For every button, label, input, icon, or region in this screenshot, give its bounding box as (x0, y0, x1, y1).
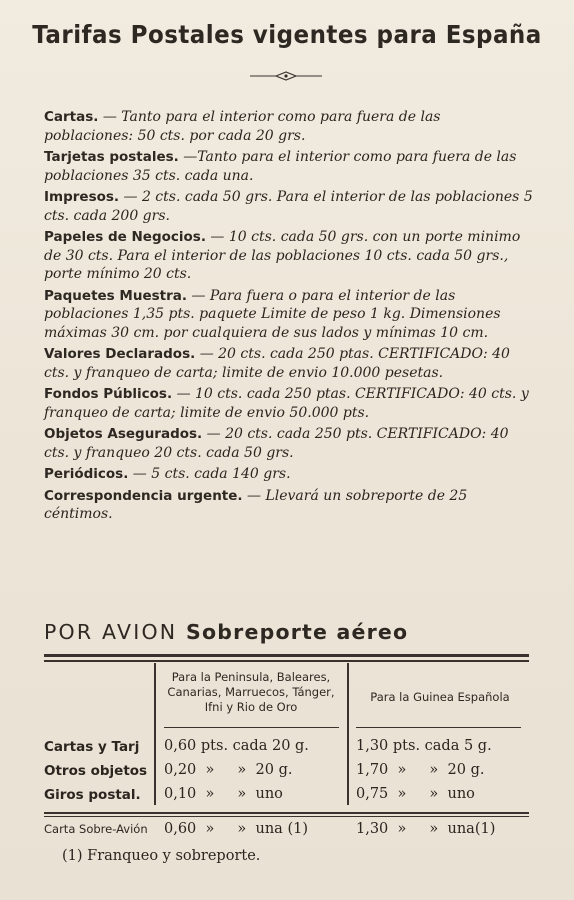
table-top-rule-thin (44, 660, 529, 662)
rate-entry-head: Objetos Asegurados. (44, 426, 203, 442)
rate-entry-body: — 20 cts. cada 250 pts. CERTIFICADO: 40 cts. y franqueo 20 cts. cada 50 grs. (44, 426, 509, 461)
rate-cell-peninsula: 0,10 » » uno (164, 786, 283, 802)
rate-entry-objetos (44, 425, 534, 462)
row-label-otros: Otros objetos (44, 763, 148, 779)
column-header-guinea: Para la Guinea Española (370, 690, 510, 704)
rate-cell-guinea: 1,30 » » una(1) (356, 821, 496, 837)
header-underline (356, 727, 521, 728)
rate-entry-body: — Tanto para el interior como para fuera de las poblaciones: 50 cts. por cada 20 grs. (44, 109, 441, 144)
rate-entry-urgente (44, 487, 534, 524)
rate-entry-body: — 10 cts. cada 250 ptas. CERTIFICADO: 40 cts. y franqueo de carta; limite de envio 50.000 pts. (44, 386, 529, 421)
column-header-line: Ifni y Rio de Oro (204, 700, 298, 714)
column-header-line: Canarias, Marruecos, Tánger, (167, 685, 335, 699)
rate-entry-body: — 5 cts. cada 140 grs. (132, 466, 291, 482)
column-divider (154, 663, 156, 805)
rate-entry-fondos (44, 385, 534, 422)
rate-entry-body: —Tanto para el interior como para fuera de las poblaciones 35 cts. cada una. (44, 149, 517, 184)
rate-entry-head: Fondos Públicos. (44, 386, 173, 402)
rate-entry-head: Paquetes Muestra. (44, 287, 188, 304)
air-mail-title: POR AVION (44, 620, 178, 644)
header-underline (164, 727, 339, 728)
rate-entry-body: — 20 cts. cada 250 ptas. CERTIFICADO: 40 cts. y franqueo de carta; limite de envio 10.000 pesetas. (44, 346, 510, 381)
rate-cell-guinea: 0,75 » » uno (356, 786, 475, 802)
row-label-cartas: Cartas y Tarj (44, 739, 140, 755)
rate-entry-papeles (44, 228, 534, 284)
rate-entry-periodicos (44, 465, 534, 484)
domestic-rates-list (44, 108, 534, 527)
rate-entry-paquetes (44, 287, 534, 343)
column-header-line: Para la Peninsula, Baleares, (171, 670, 331, 684)
row-label-carta-sobre-avion: Carta Sobre-Avión (44, 822, 148, 836)
rate-entry-body: — 2 cts. cada 50 grs. Para el interior de las poblaciones 5 cts. cada 200 grs. (44, 189, 533, 224)
rate-entry-tarjetas (44, 148, 534, 185)
page-title: Tarifas Postales vigentes para España (32, 20, 542, 49)
rate-entry-head: Impresos. (44, 189, 120, 205)
rate-entry-head: Correspondencia urgente. (44, 487, 243, 504)
table-bottom-rule-thin (44, 816, 529, 817)
rate-cell-guinea: 1,30 pts. cada 5 g. (356, 738, 492, 754)
rate-entry-head: Tarjetas postales. (44, 149, 179, 165)
rate-entry-head: Papeles de Negocios. (44, 229, 206, 245)
rate-entry-cartas (44, 108, 534, 145)
rate-entry-head: Valores Declarados. (44, 346, 196, 362)
row-label-giros: Giros postal. (44, 787, 141, 803)
rate-entry-body: — Para fuera o para el interior de las poblaciones 1,35 pts. paquete Limite de peso 1 kg. Dimensiones máximas 30 cm. por cualquiera de sus lados y mínimas 10 cm. (44, 287, 501, 341)
rate-cell-peninsula: 0,20 » » 20 g. (164, 762, 293, 778)
rate-cell-peninsula: 0,60 » » una (1) (164, 821, 308, 837)
rate-entry-body: — 10 cts. cada 50 grs. con un porte minimo de 30 cts. Para el interior de las poblaciones 10 cts. cada 50 grs., porte mínimo 20 cts. (44, 229, 521, 282)
rate-entry-impresos (44, 188, 534, 225)
table-bottom-rule (44, 812, 529, 814)
table-top-rule (44, 654, 529, 657)
rate-entry-head: Cartas. (44, 109, 99, 125)
ornament-divider-icon (250, 70, 322, 82)
rate-entry-head: Periódicos. (44, 466, 129, 482)
air-mail-subtitle: Sobreporte aéreo (186, 620, 409, 644)
column-divider (347, 663, 349, 805)
footnote: (1) Franqueo y sobreporte. (62, 848, 261, 864)
rate-entry-body: — Llevará un sobreporte de 25 céntimos. (44, 487, 468, 522)
rate-cell-peninsula: 0,60 pts. cada 20 g. (164, 738, 309, 754)
air-mail-heading (44, 620, 534, 644)
rate-cell-guinea: 1,70 » » 20 g. (356, 762, 485, 778)
rate-entry-valores (44, 345, 534, 382)
column-header-peninsula (158, 670, 344, 715)
